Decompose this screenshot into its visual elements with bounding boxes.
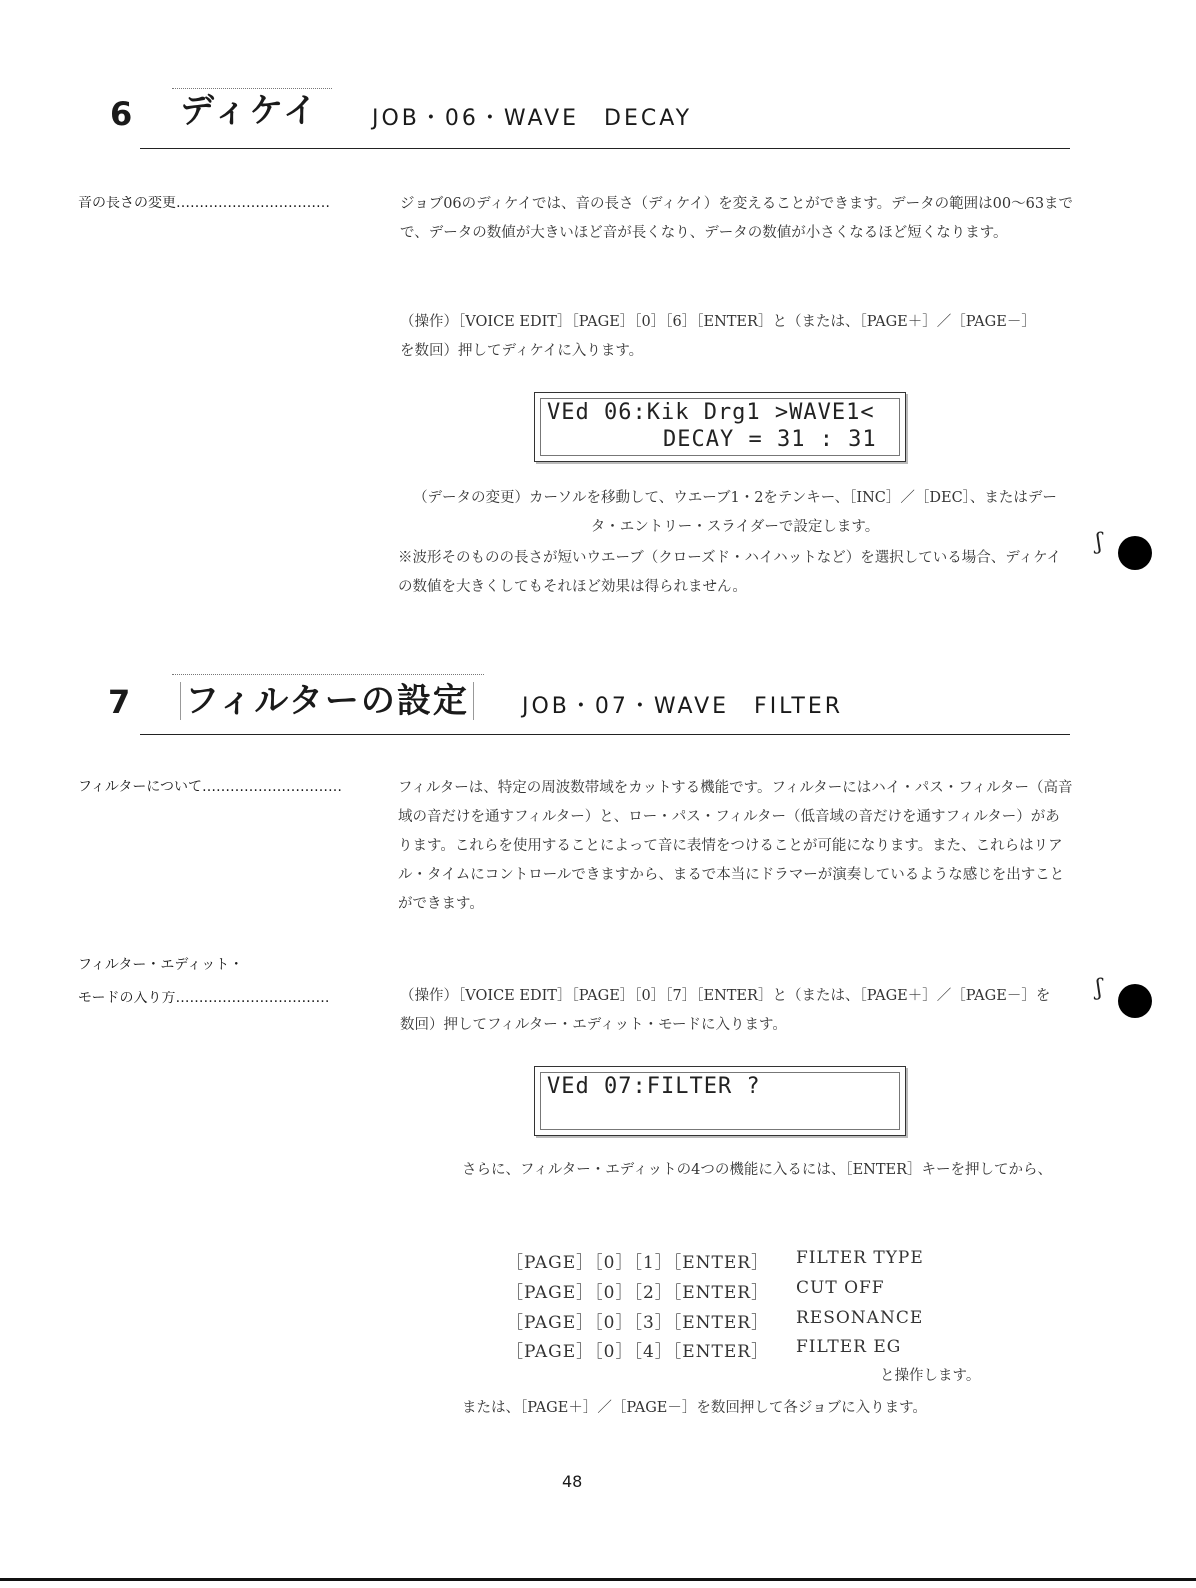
section-6-side-label: 音の長さの変更…………………………… <box>78 196 330 210</box>
section-6-operation: （操作）［VOICE EDIT］［PAGE］［0］［6］［ENTER］と（または、［PAGE＋］／［PAGE－］を数回）押してディケイに入ります。 <box>400 314 1036 359</box>
margin-mark-tick: ʃ <box>1096 530 1102 555</box>
section-7-side-label-mode-b: モードの入り方…………………………… <box>78 991 330 1005</box>
section-7-rule <box>140 734 1070 735</box>
section-7-lcd-display <box>534 1066 906 1136</box>
filter-job-keys-4: ［PAGE］［0］［4］［ENTER］ <box>506 1342 770 1362</box>
section-6-lcd-display <box>534 392 906 462</box>
section-6-title: ディケイ <box>180 91 319 131</box>
section-6-lcd-line-1: VEd 06:Kik Drg1 >WAVE1< <box>547 400 875 425</box>
section-6-data-change: （データの変更）カーソルを移動して、ウエーブ1・2をテンキー、［INC］／［DEC］、またはデータ・エントリー・スライダーで設定します。 <box>413 490 1057 535</box>
margin-mark-tick: ʃ <box>1096 976 1102 1001</box>
section-7-side-label-about: フィルターについて………………………… <box>78 780 343 794</box>
filter-job-name-3: RESONANCE <box>796 1308 924 1328</box>
section-6-title-overline <box>172 88 332 89</box>
filter-job-name-4: FILTER EG <box>796 1337 902 1357</box>
section-6-lcd-line-2: DECAY = 31 : 31 <box>663 427 877 452</box>
section-7-intro: さらに、フィルター・エディットの4つの機能に入るには、［ENTER］キーを押してから、 <box>462 1162 1053 1178</box>
section-7-paragraph: フィルターは、特定の周波数帯域をカットする機能です。フィルターにはハイ・パス・フィルター（高音域の音だけを通すフィルター）と、ロー・パス・フィルター（低音域の音だけを通すフィルター）があります。これらを使用することによって音に表情をつけることが可能になります。また、これらはリアル・タイムにコントロールできますから、まるで本当にドラマーが演奏しているような感じを出すことができます。 <box>398 780 1073 912</box>
section-6-number: 6 <box>110 95 133 133</box>
filter-job-keys-3: ［PAGE］［0］［3］［ENTER］ <box>506 1313 770 1333</box>
section-7-operation: （操作）［VOICE EDIT］［PAGE］［0］［7］［ENTER］と（または、［PAGE＋］／［PAGE－］を数回）押してフィルター・エディット・モードに入ります。 <box>400 988 1051 1033</box>
section-7-suffix: と操作します。 <box>880 1368 981 1384</box>
section-7-side-label-mode-a: フィルター・エディット・ <box>78 957 244 973</box>
page-bottom-edge <box>0 1578 1196 1581</box>
margin-mark-dot <box>1118 536 1152 570</box>
page-number: 48 <box>562 1472 583 1491</box>
section-7-subtitle: JOB・07・WAVE FILTER <box>522 694 844 719</box>
section-7-alternative: または、［PAGE＋］／［PAGE－］を数回押して各ジョブに入ります。 <box>462 1400 927 1416</box>
section-7-title-overline <box>172 674 484 675</box>
filter-job-keys-2: ［PAGE］［0］［2］［ENTER］ <box>506 1283 770 1303</box>
section-6-note: ※波形そのものの長さが短いウエーブ（クローズド・ハイハットなど）を選択している場合、ディケイの数値を大きくしてもそれほど効果は得られません。 <box>398 550 1062 595</box>
section-6-paragraph: ジョブ06のディケイでは、音の長さ（ディケイ）を変えることができます。データの範囲は00〜63までで、データの数値が大きいほど音が長くなり、データの数値が小さくなるほど短くなります。 <box>400 196 1074 241</box>
margin-mark-dot <box>1118 984 1152 1018</box>
section-7-number: 7 <box>108 683 131 721</box>
section-6-rule <box>140 148 1070 149</box>
section-7-lcd-line-1: VEd 07:FILTER ? <box>547 1074 761 1099</box>
filter-job-name-1: FILTER TYPE <box>796 1248 924 1268</box>
section-7-title: フィルターの設定 <box>180 682 474 720</box>
filter-job-name-2: CUT OFF <box>796 1278 885 1298</box>
section-6-subtitle: JOB・06・WAVE DECAY <box>372 106 693 131</box>
filter-job-keys-1: ［PAGE］［0］［1］［ENTER］ <box>506 1253 770 1273</box>
